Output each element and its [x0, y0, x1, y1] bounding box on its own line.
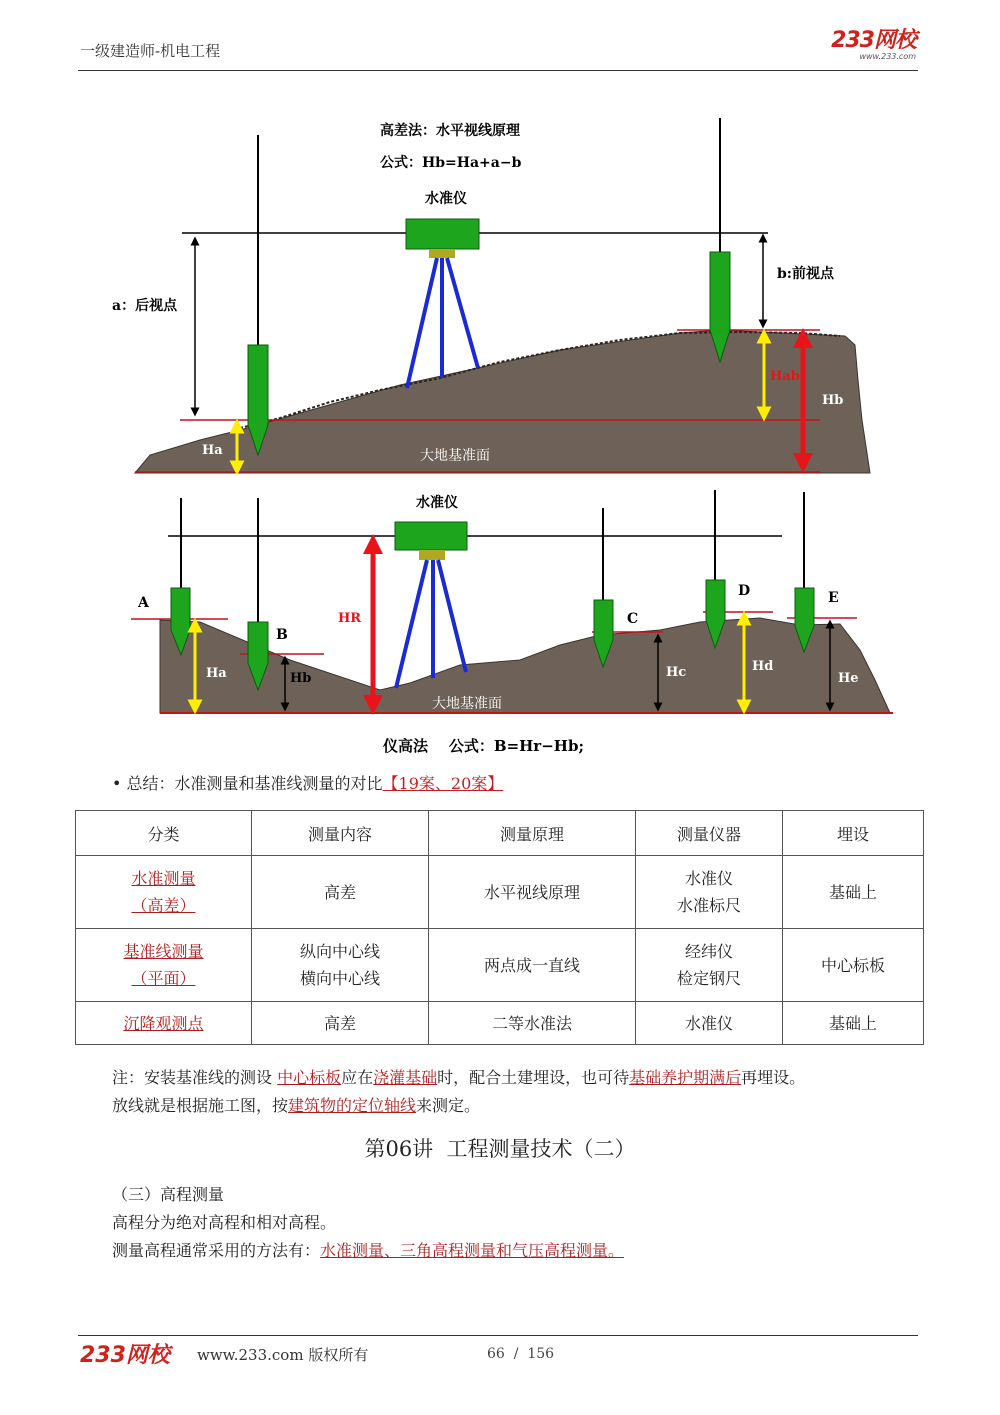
- category-name[interactable]: 水准测量: [131, 869, 196, 888]
- table-cell-category: [76, 856, 252, 929]
- diagram2-instrument-label: 水准仪: [416, 495, 458, 511]
- label-hb-1: Hb: [822, 393, 844, 408]
- table-header-row: [76, 811, 924, 856]
- category-name[interactable]: 基准线测量: [123, 942, 204, 961]
- table-header: 埋设: [783, 811, 924, 856]
- terrain-2: [160, 618, 890, 713]
- diagram1-instrument-label: 水准仪: [425, 191, 467, 207]
- point-d: D: [738, 583, 751, 599]
- summary-line: [112, 771, 503, 794]
- table-header: 测量原理: [429, 811, 636, 856]
- table-cell-instrument: [636, 856, 783, 929]
- point-b: B: [276, 627, 288, 643]
- category-name[interactable]: 沉降观测点: [123, 1013, 204, 1033]
- footer-logo[interactable]: 233网校: [80, 1343, 170, 1368]
- section-elevation: [112, 1181, 624, 1265]
- note-highlight[interactable]: 中心标板: [277, 1068, 342, 1087]
- table-cell: 高差: [252, 856, 429, 929]
- footer-divider: [78, 1335, 918, 1336]
- label-hab: Hab: [770, 369, 800, 384]
- note-text: 注：安装基准线的测设: [112, 1068, 278, 1087]
- fore-sight-label: b:前视点: [777, 266, 834, 282]
- note-text: 时，配合土建埋设，也可待: [437, 1068, 630, 1087]
- datum-label-1: 大地基准面: [420, 448, 490, 464]
- section-text: 测量高程通常采用的方法有：: [112, 1241, 321, 1260]
- note-line-2: [112, 1092, 932, 1120]
- comparison-table: [75, 810, 924, 1045]
- note-highlight[interactable]: 建筑物的定位轴线: [288, 1096, 417, 1115]
- table-cell-content: [252, 929, 429, 1002]
- category-sub[interactable]: （高差）: [131, 896, 196, 915]
- table-cell-instrument: [636, 929, 783, 1002]
- summary-case-tag[interactable]: 【19案、20案】: [382, 774, 504, 793]
- table-cell: 基础上: [783, 856, 924, 929]
- terrain-1: [135, 330, 870, 473]
- content-2: 横向中心线: [299, 969, 380, 988]
- diagram-instrument-height: [131, 490, 893, 755]
- table-cell: 水准仪: [636, 1002, 783, 1045]
- table-cell-category: [76, 1002, 252, 1045]
- label-hr: HR: [338, 611, 362, 626]
- page-number: 66 / 156: [487, 1346, 555, 1362]
- note-text: 来测定。: [416, 1096, 481, 1115]
- note-text: 再埋设。: [741, 1068, 806, 1087]
- table-row: [76, 1002, 924, 1045]
- point-e: E: [828, 590, 839, 606]
- section-heading: （三）高程测量: [112, 1185, 225, 1204]
- level-instrument-2: [395, 522, 467, 550]
- table-cell: 基础上: [783, 1002, 924, 1045]
- instrument-1: 经纬仪: [684, 942, 733, 961]
- brand-logo-text: 233网校: [831, 28, 916, 53]
- point-c: C: [627, 611, 639, 627]
- table-row: [76, 856, 924, 929]
- table-header: 测量内容: [252, 811, 429, 856]
- table-cell: 二等水准法: [429, 1002, 636, 1045]
- table-cell: 水平视线原理: [429, 856, 636, 929]
- note-line-1: [112, 1064, 932, 1092]
- label-ha-2: Ha: [206, 666, 227, 681]
- diagram-height-difference: [112, 118, 870, 473]
- back-sight-label: a：后视点: [112, 298, 178, 314]
- table-header: 测量仪器: [636, 811, 783, 856]
- note-text: 应在: [341, 1068, 374, 1087]
- section-line: 高程分为绝对高程和相对高程。: [112, 1213, 337, 1232]
- level-instrument-1: [406, 219, 479, 249]
- note-highlight[interactable]: 浇灌基础: [373, 1068, 438, 1087]
- label-he: He: [838, 671, 859, 686]
- lecture-title: 第06讲 工程测量技术（二）: [364, 1137, 636, 1161]
- instrument-2: 检定钢尺: [676, 969, 741, 988]
- table-cell-category: [76, 929, 252, 1002]
- diagram1-title: 高差法：水平视线原理: [380, 123, 520, 139]
- point-a: A: [138, 595, 149, 611]
- note-highlight[interactable]: 基础养护期满后: [629, 1068, 742, 1087]
- summary-text: 总结：水准测量和基准线测量的对比: [126, 774, 383, 793]
- table-header: 分类: [76, 811, 252, 856]
- table-cell: 高差: [252, 1002, 429, 1045]
- note-text: 放线就是根据施工图，按: [112, 1096, 289, 1115]
- instrument-1: 水准仪: [684, 869, 733, 888]
- header-title: 一级建造师-机电工程: [80, 42, 221, 60]
- instrument-2: 水准标尺: [676, 896, 741, 915]
- brand-logo-url: www.233.com: [859, 52, 916, 61]
- table-row: [76, 929, 924, 1002]
- label-hc: Hc: [666, 665, 687, 680]
- label-hb-2: Hb: [290, 671, 312, 686]
- diagram1-formula: 公式：Hb=Ha+a−b: [380, 155, 522, 171]
- diagram2-caption: 仪高法 公式：B=Hr−Hb;: [383, 737, 584, 755]
- section-highlight[interactable]: 水准测量、三角高程测量和气压高程测量。: [320, 1241, 625, 1260]
- content-1: 纵向中心线: [299, 942, 380, 961]
- label-hd: Hd: [752, 659, 774, 674]
- section-line: [112, 1237, 624, 1265]
- label-ha-1: Ha: [202, 443, 223, 458]
- table-cell: 两点成一直线: [429, 929, 636, 1002]
- category-sub[interactable]: （平面）: [131, 969, 196, 988]
- datum-label-2: 大地基准面: [432, 696, 502, 712]
- note-paragraph: [112, 1064, 932, 1120]
- footer-copyright: www.233.com 版权所有: [197, 1346, 369, 1364]
- table-cell: 中心标板: [783, 929, 924, 1002]
- bullet: •: [112, 774, 122, 793]
